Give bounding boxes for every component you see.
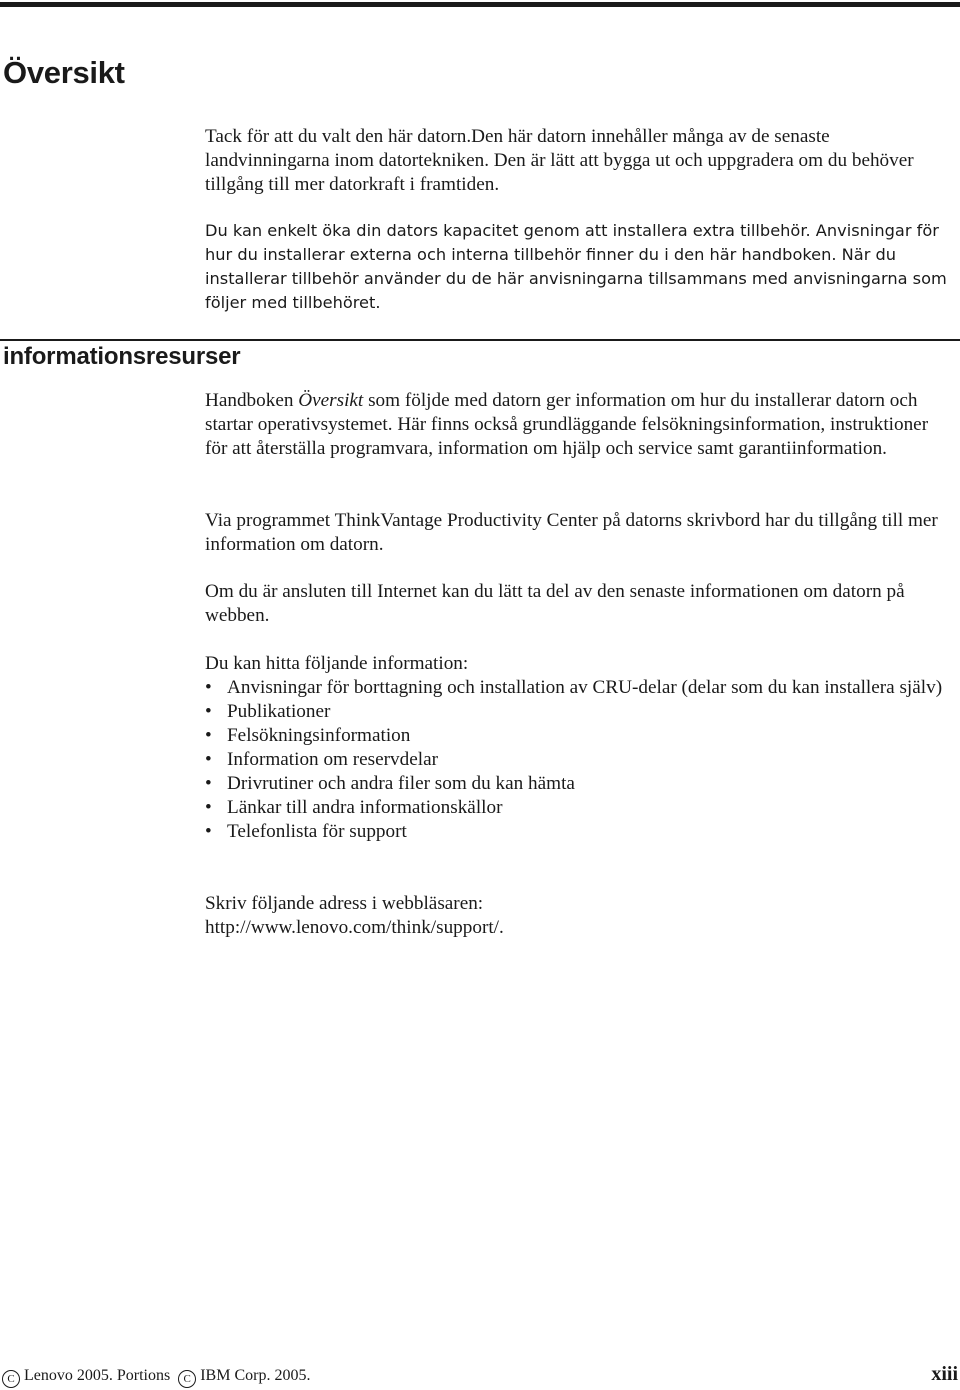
address-intro: Skriv följande adress i webbläsaren:: [205, 893, 484, 914]
copyright-icon: C: [178, 1370, 196, 1388]
section-paragraph-2: Via programmet ThinkVantage Productivity Center på datorns skrivbord har du tillgång till mer information om datorn.: [205, 510, 938, 555]
top-rule: [0, 2, 960, 7]
intro-paragraph-2: Du kan enkelt öka din dators kapacitet genom att installera extra tillbehör. Anvisningar för hur du installerar externa och interna tillbehör finner du i den här handboken. När du installerar tillbehör använder du de här anvisningarna tillsammans med anvisningarna som följer med tillbehöret.: [205, 221, 947, 312]
copyright-text-2: IBM Corp. 2005.: [200, 1367, 311, 1384]
page-title: Översikt: [3, 55, 125, 90]
list-item: • Drivrutiner och andra filer som du kan hämta: [205, 772, 955, 796]
support-url: http://www.lenovo.com/think/support/.: [205, 917, 504, 938]
intro-paragraph-1: Tack för att du valt den här datorn.Den här datorn innehåller många av de senaste landvinningarna inom datortekniken. Den är lätt att bygga ut och uppgradera om du behöver tillgång till mer datorkraft i framtiden.: [205, 126, 914, 195]
page-number: xiii: [931, 1363, 958, 1385]
list-item: • Felsökningsinformation: [205, 724, 955, 748]
info-list: [205, 676, 955, 844]
book-title: Översikt: [298, 390, 364, 411]
section-rule: [0, 339, 960, 341]
list-item: • Länkar till andra informationskällor: [205, 796, 955, 820]
copyright-icon: C: [2, 1370, 20, 1388]
p1-after: som följde med datorn ger information om hur du installerar datorn och startar operativsystemet. Här finns också grundläggande felsökningsinformation, instruktioner för att återställa programvara, information om hjälp och service samt garantiinformation.: [205, 390, 929, 459]
page-footer: [0, 1363, 960, 1389]
copyright-text-1: Lenovo 2005. Portions: [24, 1367, 171, 1384]
section-paragraph-1: [205, 389, 955, 461]
p1-before: Handboken: [205, 390, 299, 411]
list-item: • Information om reservdelar: [205, 748, 955, 772]
list-item: • Telefonlista för support: [205, 820, 955, 844]
list-item: • Anvisningar för borttagning och installation av CRU-delar (delar som du kan installera själv): [205, 676, 955, 700]
copyright: [2, 1367, 310, 1388]
section-title: informationsresurser: [3, 343, 241, 370]
section-paragraph-3: Om du är ansluten till Internet kan du lätt ta del av den senaste informationen om datorn på webben.: [205, 581, 905, 626]
list-item: • Publikationer: [205, 700, 955, 724]
list-intro: Du kan hitta följande information:: [205, 653, 469, 674]
address-paragraph: [205, 892, 955, 940]
